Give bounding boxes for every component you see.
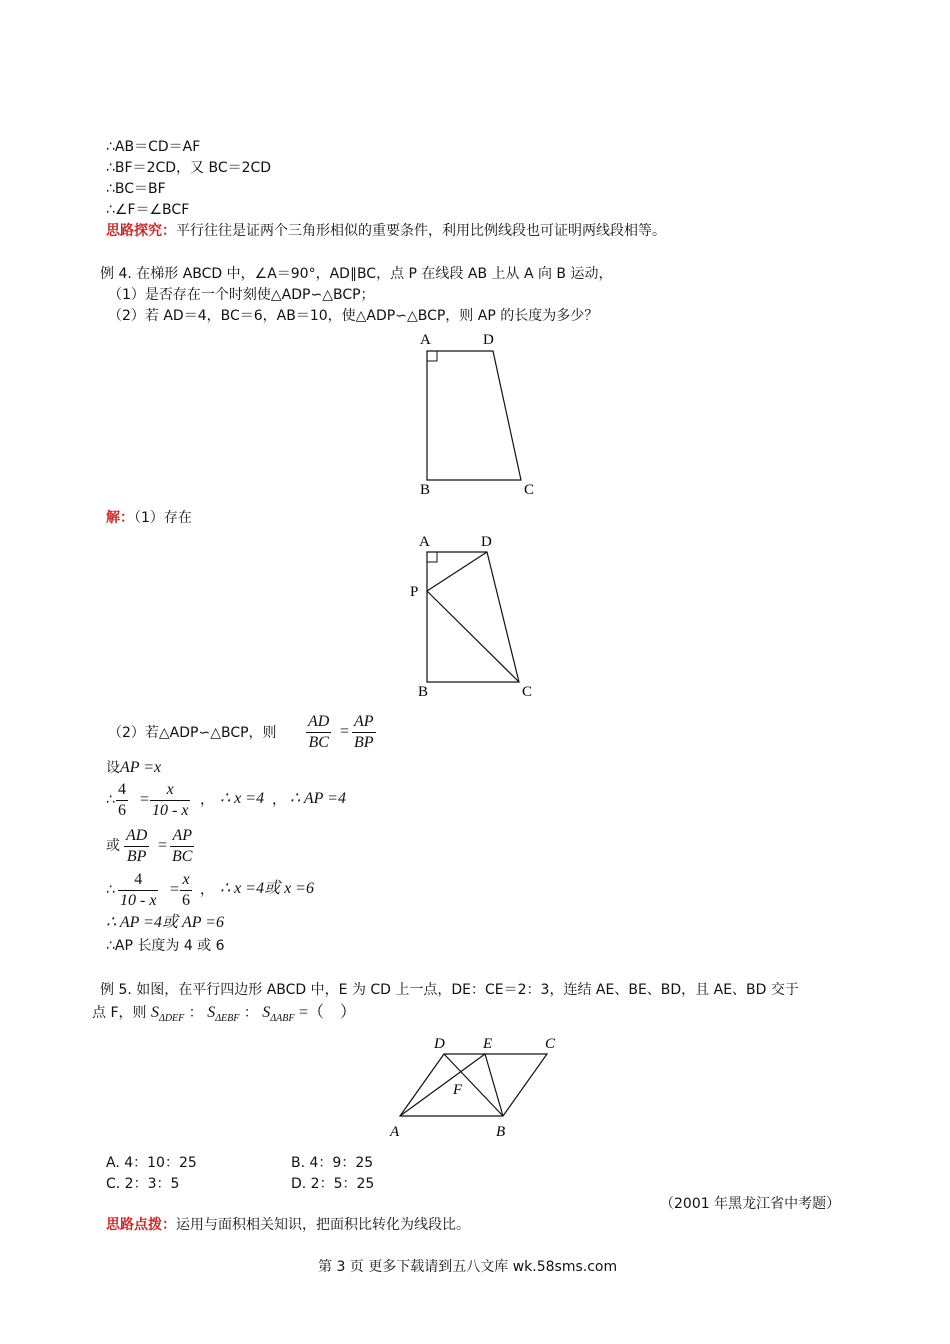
x-equals-4-or-6: ∴ x =4或 x =6 xyxy=(220,880,314,897)
fraction-denominator: 6 xyxy=(118,802,126,819)
fraction-x-6 xyxy=(180,870,192,911)
area-s-abf: S xyxy=(262,1004,271,1021)
solution-label: 解： xyxy=(106,510,134,526)
example5-line-2 xyxy=(92,1003,356,1029)
x-equals-4: ∴ x =4 xyxy=(220,790,265,807)
option-a: A. 4：10：25 xyxy=(106,1155,197,1171)
think-hint xyxy=(106,1215,470,1235)
ap-equals-4: ∴ AP =4 xyxy=(290,790,346,807)
fraction-numerator: x xyxy=(150,780,190,801)
fraction-x-10mx xyxy=(150,780,190,821)
fig2-label-p: P xyxy=(410,584,419,600)
fraction-numerator: AD xyxy=(306,712,331,733)
fraction-ap-bc xyxy=(170,826,194,867)
area-s-def-sub: ΔDEF xyxy=(158,1012,185,1024)
fraction-denominator: 6 xyxy=(182,892,190,909)
fraction-numerator: 4 xyxy=(118,870,158,891)
think-explore xyxy=(106,221,666,241)
or-word: 或 xyxy=(106,838,120,854)
fraction-ad-bp xyxy=(124,826,149,867)
fig2-label-c: C xyxy=(522,684,533,700)
proof-line-1: ∴AB＝CD＝AF xyxy=(106,139,201,155)
ap-length-conclusion: ∴AP 长度为 4 或 6 xyxy=(106,938,225,954)
set-prefix: 设 xyxy=(106,760,120,776)
fraction-ad-bc xyxy=(306,712,331,753)
fraction-denominator: BP xyxy=(354,734,374,751)
fig2-label-d: D xyxy=(481,534,492,550)
solution-part-1 xyxy=(106,508,192,528)
example5-line-2-prefix: 点 F，则 xyxy=(92,1005,147,1021)
fig2-label-a: A xyxy=(419,534,430,550)
trapezoid-with-p-figure xyxy=(405,530,550,702)
proof-line-3: ∴BC＝BF xyxy=(106,181,166,197)
page-footer: 第 3 页 更多下载请到五八文库 wk.58sms.com xyxy=(318,1259,618,1275)
fraction-numerator: AP xyxy=(352,712,376,733)
equals-sign: = xyxy=(158,837,168,854)
proof-line-2: ∴BF＝2CD，又 BC＝2CD xyxy=(106,160,272,176)
comma: ， xyxy=(200,792,214,808)
therefore-symbol: ∴ xyxy=(106,792,115,808)
equals-sign: = xyxy=(340,723,350,740)
think-explore-label: 思路探究： xyxy=(106,223,176,239)
fraction-numerator: AP xyxy=(170,826,194,847)
area-s-abf-sub: ΔABF xyxy=(270,1012,295,1024)
fraction-numerator: AD xyxy=(124,826,149,847)
area-s-def: S xyxy=(150,1004,159,1021)
fig1-label-c: C xyxy=(524,482,535,498)
fig1-label-d: D xyxy=(483,332,494,348)
fraction-denominator: BP xyxy=(126,848,147,865)
comma: ， xyxy=(272,792,286,808)
proof-line-4: ∴∠F＝∠BCF xyxy=(106,202,190,218)
think-hint-label: 思路点拨： xyxy=(106,1217,176,1233)
comma: ， xyxy=(200,882,214,898)
think-hint-text: 运用与面积相关知识，把面积比转化为线段比。 xyxy=(176,1217,470,1233)
fig3-label-e: E xyxy=(483,1036,493,1052)
solution-part-2: （2）若△ADP∽△BCP，则 xyxy=(108,725,277,741)
area-s-ebf: S xyxy=(207,1004,216,1021)
example4-question-2: （2）若 AD＝4，BC＝6，AB＝10，使△ADP∽△BCP，则 AP 的长度为多少？ xyxy=(108,308,599,324)
fig3-label-d: D xyxy=(434,1036,445,1052)
fraction-4-10mx xyxy=(118,870,158,911)
fraction-denominator: BC xyxy=(172,848,193,865)
fraction-denominator: BC xyxy=(308,734,329,751)
source-note: （2001 年黑龙江省中考题） xyxy=(660,1196,841,1212)
example4-title: 例 4. 在梯形 ABCD 中，∠A＝90°，AD∥BC，点 P 在线段 AB 上从 A 向 B 运动， xyxy=(100,266,613,282)
example4-question-1: （1）是否存在一个时刻使△ADP∽△BCP； xyxy=(108,287,375,303)
fraction-ap-bp xyxy=(352,712,376,753)
fig3-label-f: F xyxy=(453,1082,463,1098)
fig1-label-a: A xyxy=(420,332,431,348)
solution-part-1-text: （1）存在 xyxy=(134,510,192,526)
colon: ： xyxy=(243,1005,258,1021)
option-c: C. 2：3：5 xyxy=(106,1176,180,1192)
colon: ： xyxy=(188,1005,203,1021)
equals-sign: = xyxy=(140,791,150,808)
fraction-denominator: 10 - x xyxy=(120,892,157,909)
example5-line-1: 例 5. 如图，在平行四边形 ABCD 中，E 为 CD 上一点，DE：CE＝2：3，连结 AE、BE、BD，且 AE、BD 交于 xyxy=(100,982,799,998)
fig3-label-b: B xyxy=(496,1124,506,1140)
think-explore-text: 平行往往是证两个三角形相似的重要条件，利用比例线段也可证明两线段相等。 xyxy=(176,223,666,239)
fraction-numerator: x xyxy=(180,870,192,891)
fig1-label-b: B xyxy=(420,482,431,498)
fig2-label-b: B xyxy=(418,684,429,700)
fraction-denominator: 10 - x xyxy=(152,802,189,819)
option-b: B. 4：9：25 xyxy=(291,1155,374,1171)
ap-equals-4-or-6: ∴ AP =4或 AP =6 xyxy=(106,914,225,931)
parallelogram-figure xyxy=(385,1030,570,1142)
fraction-numerator: 4 xyxy=(116,780,128,801)
trapezoid-figure xyxy=(410,328,550,500)
area-s-ebf-sub: ΔEBF xyxy=(215,1012,240,1024)
equals-sign: = xyxy=(170,881,180,898)
option-d: D. 2：5：25 xyxy=(291,1176,375,1192)
example5-tail: =（ ） xyxy=(298,1004,356,1021)
set-ap-x xyxy=(106,758,161,778)
fig3-label-c: C xyxy=(545,1036,556,1052)
set-equation: AP =x xyxy=(120,759,162,776)
therefore-symbol: ∴ xyxy=(106,882,115,898)
fraction-4-6 xyxy=(116,780,128,821)
fig3-label-a: A xyxy=(390,1124,400,1140)
